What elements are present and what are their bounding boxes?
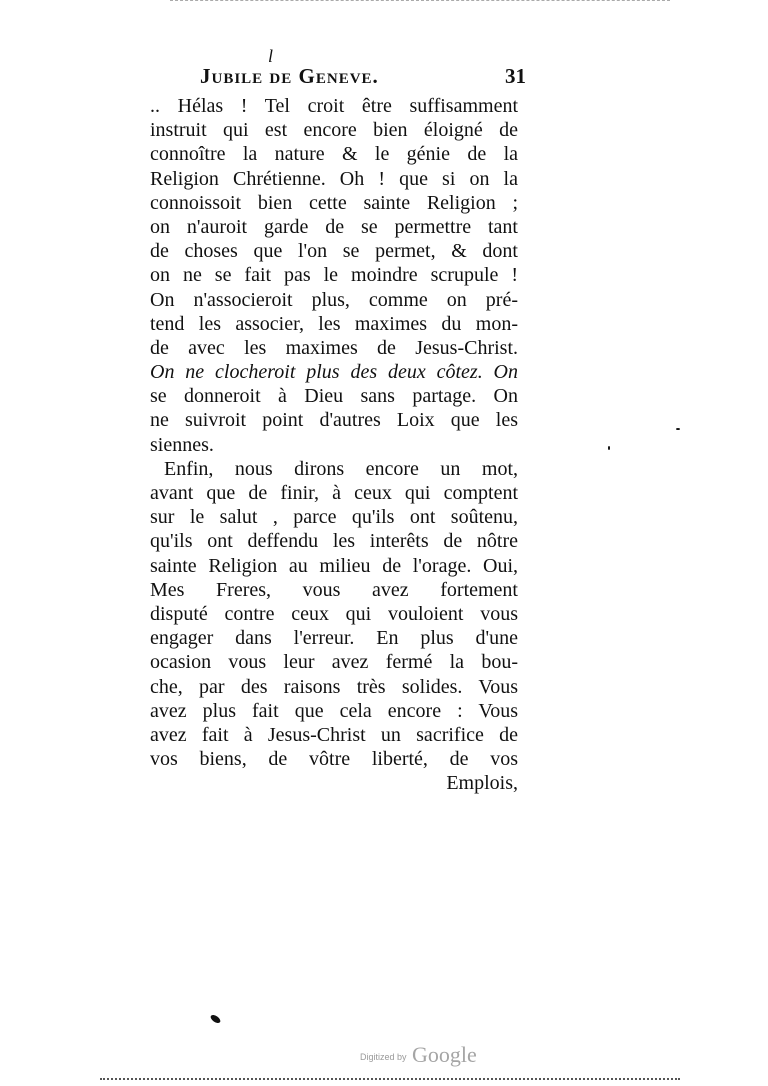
text-line: vos biens, de vôtre liberté, de vos [150, 748, 518, 771]
text-line: instruit qui est encore bien éloigné de [150, 119, 518, 142]
text-line: qu'ils ont deffendu les interêts de nôtre [150, 530, 518, 553]
text-line: Religion Chrétienne. Oh ! que si on la [150, 167, 518, 190]
italic-text-line: On ne clocheroit plus des deux côtez. On [150, 361, 518, 384]
text-line: Enfin, nous dirons encore un mot, [164, 457, 518, 480]
page-top-edge [170, 0, 670, 4]
text-line: avez plus fait que cela encore : Vous [150, 699, 518, 722]
text-line: connoître la nature & le génie de la [150, 143, 518, 166]
google-logo: Google [412, 1042, 477, 1067]
watermark-prefix: Digitized by [360, 1052, 407, 1062]
text-line: On n'associeroit plus, comme on pré- [150, 288, 518, 311]
page-bottom-edge [100, 1074, 680, 1080]
text-line: sainte Religion au milieu de l'orage. Oui, [150, 554, 518, 577]
text-line: disputé contre ceux qui vouloient vous [150, 602, 518, 625]
running-header [200, 46, 530, 90]
ink-dot [608, 446, 610, 450]
text-line: .. Hélas ! Tel croit être suffisamment [150, 95, 518, 117]
text-line: se donneroit à Dieu sans partage. On [150, 385, 518, 408]
ink-smudge [209, 1013, 221, 1024]
header-mark: l [268, 46, 274, 66]
ink-dot [676, 428, 680, 430]
text-line: tend les associer, les maximes du mon- [150, 312, 518, 335]
text-line: Mes Freres, vous avez fortement [150, 578, 518, 601]
text-line: de choses que l'on se permet, & dont [150, 240, 518, 263]
text-line: on ne se fait pas le moindre scrupule ! [150, 264, 518, 287]
text-line: che, par des raisons très solides. Vous [150, 675, 518, 698]
text-line: avant que de finir, à ceux qui comptent [150, 482, 518, 504]
text-line: de avec les maximes de Jesus-Christ. [150, 336, 518, 359]
text-line: ocasion vous leur avez fermé la bou- [150, 651, 518, 674]
text-line: sur le salut , parce qu'ils ont soûtenu, [150, 506, 518, 529]
body-text [150, 94, 518, 795]
text-line: siennes. [150, 433, 214, 456]
digitization-watermark [360, 1042, 500, 1066]
running-title: Jubile de Geneve. [200, 64, 379, 88]
catchword: Emplois, [446, 772, 518, 795]
text-line: ne suivroit point d'autres Loix que les [150, 409, 518, 432]
text-line: engager dans l'erreur. En plus d'une [150, 627, 518, 650]
page-number: 31 [505, 64, 526, 88]
text-line: avez fait à Jesus-Christ un sacrifice de [150, 723, 518, 746]
text-line: on n'auroit garde de se permettre tant [150, 215, 518, 238]
text-line: connoissoit bien cette sainte Religion ; [150, 191, 518, 214]
